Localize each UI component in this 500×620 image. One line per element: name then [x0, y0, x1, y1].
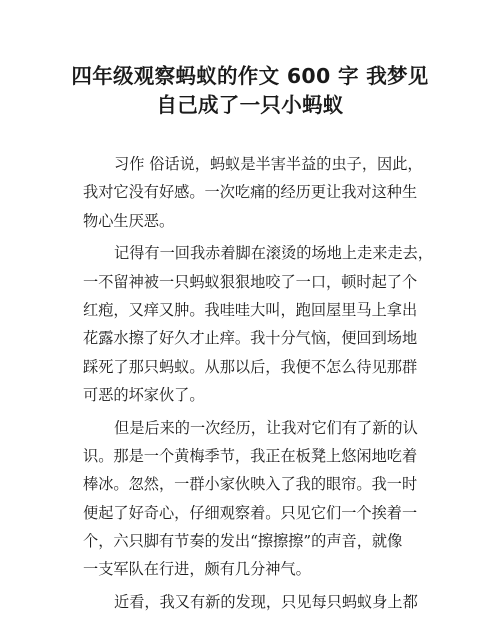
document-body — [83, 150, 433, 620]
text-line: 物心生厌恶。 — [83, 211, 175, 230]
paragraph-1 — [83, 150, 423, 235]
text-line: 踩死了那只蚂蚁。从那以后，我便不怎么待见那群 — [83, 357, 418, 376]
text-line: 习作 俗话说，蚂蚁是半害半益的虫子，因此， — [114, 155, 423, 173]
text-line: 可恶的坏家伙了。 — [83, 386, 205, 405]
text-line: 红疱，又痒又肿。我哇哇大叫，跑回屋里马上拿出 — [83, 300, 418, 319]
paragraph-3 — [83, 414, 423, 584]
document-title — [60, 62, 440, 120]
text-line: 个，六只脚有节奏的发出“擦擦擦”的声音，就像 — [83, 532, 403, 551]
paragraph-2 — [83, 239, 433, 409]
text-line: 一不留神被一只蚂蚁狠狠地咬了一口，顿时起了个 — [83, 272, 418, 291]
title-line: 四年级观察蚂蚁的作文 600 字 我梦见 — [71, 64, 429, 88]
text-line: 我对它没有好感。一次吃痛的经历更让我对这种生 — [83, 183, 418, 202]
text-line: 识。那是一个黄梅季节，我正在板凳上悠闲地吃着 — [83, 446, 418, 465]
paragraph-4 — [83, 588, 423, 616]
text-line: 便起了好奇心，仔细观察着。只见它们一个挨着一 — [83, 503, 418, 522]
text-line: 花露水擦了好久才止痒。我十分气恼，便回到场地 — [83, 329, 418, 348]
text-line: 近看，我又有新的发现，只见每只蚂蚁身上都 — [114, 592, 418, 611]
text-line: 记得有一回我赤着脚在滚烫的场地上走来走去， — [114, 244, 433, 263]
text-line: 棒冰。忽然，一群小家伙映入了我的眼帘。我一时 — [83, 475, 418, 494]
title-line: 自己成了一只小蚂蚁 — [156, 93, 344, 117]
text-line: 一支军队在行进，颇有几分神气。 — [83, 560, 311, 579]
text-line: 但是后来的一次经历，让我对它们有了新的认 — [114, 418, 418, 437]
